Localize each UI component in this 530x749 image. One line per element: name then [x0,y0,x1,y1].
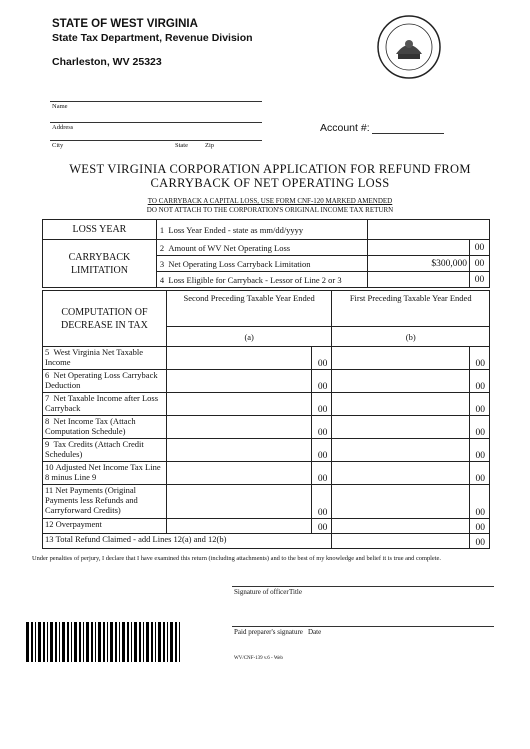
line-1-label: 1 Loss Year Ended - state as mm/dd/yyyy [156,220,367,240]
city-header: Charleston, WV 25323 [52,56,162,68]
account-label: Account #: [320,122,370,134]
line-12b-cents: 00 [469,519,489,534]
line-13-label: 13 Total Refund Claimed - add Lines 12(a) and 12(b) [43,534,332,549]
line-8b-cents: 00 [469,416,489,439]
line-11-label: 11 Net Payments (Original Payments less Refunds and Carryforward Credits) [43,485,167,519]
state-seal-icon [376,14,442,80]
line-7a-cents: 00 [312,393,332,416]
line-10b-input[interactable] [332,462,470,485]
line-9a-input[interactable] [166,439,312,462]
col-b-title: First Preceding Taxable Year Ended [332,291,490,327]
line-8a-cents: 00 [312,416,332,439]
carryback-limitation-label: CARRYBACK LIMITATION [43,240,157,288]
line-11a-input[interactable] [166,485,312,519]
preparer-signature-label: Paid preparer's signature [234,628,303,636]
department-header: State Tax Department, Revenue Division [52,32,253,44]
line-5b-cents: 00 [469,347,489,370]
zip-label: Zip [205,142,215,149]
line-6b-input[interactable] [332,370,470,393]
address-label: Address [52,124,74,131]
line-9a-cents: 00 [312,439,332,462]
name-label: Name [52,103,68,110]
date-label: Date [308,628,322,636]
city-line [50,140,262,141]
state-label: State [175,142,188,149]
line-6a-cents: 00 [312,370,332,393]
barcode-icon [26,622,182,662]
line-6a-input[interactable] [166,370,312,393]
preparer-signature-line[interactable] [232,626,494,627]
perjury-declaration: Under penalties of perjury, I declare that I have examined this return (including attachments) and to the best of my knowledge and belief it is true and complete. [32,555,441,562]
computation-table [42,290,490,549]
loss-year-label: LOSS YEAR [43,220,157,240]
line-11b-input[interactable] [332,485,470,519]
line-4-value[interactable] [368,272,470,288]
line-10a-input[interactable] [166,462,312,485]
line-4-cents: 00 [470,272,490,288]
form-title-line1: WEST VIRGINIA CORPORATION APPLICATION FOR REFUND FROM [69,162,471,176]
line-12a-cents: 00 [312,519,332,534]
notice-capital-loss: TO CARRYBACK A CAPITAL LOSS, USE FORM CNF-120 MARKED AMENDED [147,197,393,205]
form-id: WV/CNF-139 v.6 - Web [234,656,283,661]
line-2-cents: 00 [470,240,490,256]
account-field[interactable] [372,133,444,134]
line-2-label: 2 Amount of WV Net Operating Loss [156,240,367,256]
line-13-cents: 00 [469,534,489,549]
line-3-cents: 00 [470,256,490,272]
name-field[interactable] [50,98,262,112]
col-a-label: (a) [166,327,332,347]
officer-signature-line[interactable] [232,586,494,587]
line-2-value[interactable] [368,240,470,256]
line-10a-cents: 00 [312,462,332,485]
line-7b-cents: 00 [469,393,489,416]
line-8-label: 8 Net Income Tax (Attach Computation Schedule) [43,416,167,439]
line-10b-cents: 00 [469,462,489,485]
line-6b-cents: 00 [469,370,489,393]
col-a-title: Second Preceding Taxable Year Ended [166,291,332,327]
line-3-value[interactable]: $300,000 [368,256,470,272]
line-12b-input[interactable] [332,519,470,534]
line-5b-input[interactable] [332,347,470,370]
line-9b-cents: 00 [469,439,489,462]
line-9-label: 9 Tax Credits (Attach Credit Schedules) [43,439,167,462]
line-4-label: 4 Loss Eligible for Carryback - Lessor of Line 2 or 3 [156,272,367,288]
line-12-label: 12 Overpayment [43,519,167,534]
officer-signature-label: Signature of officer [234,588,289,596]
form-title-line2: CARRYBACK OF NET OPERATING LOSS [150,176,390,190]
col-b-label: (b) [332,327,490,347]
address-field[interactable] [50,119,262,133]
line-3-label: 3 Net Operating Loss Carryback Limitation [156,256,367,272]
line-5a-input[interactable] [166,347,312,370]
loss-year-table [42,219,490,288]
line-11a-cents: 00 [312,485,332,519]
state-header: STATE OF WEST VIRGINIA [52,18,198,30]
line-7-label: 7 Net Taxable Income after Loss Carryback [43,393,167,416]
computation-heading: COMPUTATION OF DECREASE IN TAX [43,291,167,347]
line-5-label: 5 West Virginia Net Taxable Income [43,347,167,370]
line-6-label: 6 Net Operating Loss Carryback Deduction [43,370,167,393]
line-5a-cents: 00 [312,347,332,370]
line-8a-input[interactable] [166,416,312,439]
line-13-input[interactable] [332,534,470,549]
line-12a-input[interactable] [166,519,312,534]
line-11b-cents: 00 [469,485,489,519]
line-7b-input[interactable] [332,393,470,416]
line-10-label: 10 Adjusted Net Income Tax Line 8 minus Line 9 [43,462,167,485]
city-label: City [52,142,64,149]
line-7a-input[interactable] [166,393,312,416]
notice-do-not-attach: DO NOT ATTACH TO THE CORPORATION'S ORIGINAL INCOME TAX RETURN [146,206,394,214]
line-8b-input[interactable] [332,416,470,439]
title-label: Title [289,588,302,596]
line-9b-input[interactable] [332,439,470,462]
line-1-input[interactable] [368,220,490,240]
